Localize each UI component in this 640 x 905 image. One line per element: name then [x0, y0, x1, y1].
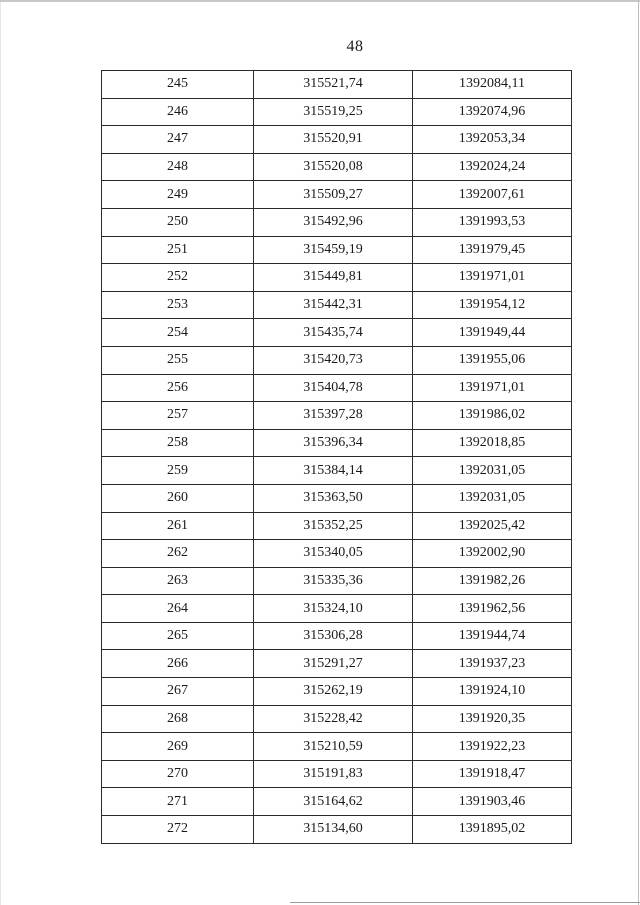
table-row: [102, 622, 572, 650]
x-coordinate-cell: 315291,27: [254, 650, 413, 678]
y-coordinate-cell: 1392002,90: [413, 540, 572, 568]
table-row: [102, 291, 572, 319]
point-number-cell: 260: [102, 484, 254, 512]
y-coordinate-cell: 1391986,02: [413, 402, 572, 430]
x-coordinate-cell: 315520,91: [254, 126, 413, 154]
x-coordinate-cell: 315191,83: [254, 760, 413, 788]
y-coordinate-cell: 1391971,01: [413, 374, 572, 402]
point-number-cell: 257: [102, 402, 254, 430]
x-coordinate-cell: 315509,27: [254, 181, 413, 209]
x-coordinate-cell: 315519,25: [254, 98, 413, 126]
point-number-cell: 267: [102, 678, 254, 706]
point-number-cell: 271: [102, 788, 254, 816]
point-number-cell: 253: [102, 291, 254, 319]
y-coordinate-cell: 1392018,85: [413, 429, 572, 457]
point-number-cell: 254: [102, 319, 254, 347]
y-coordinate-cell: 1391971,01: [413, 264, 572, 292]
point-number-cell: 269: [102, 733, 254, 761]
x-coordinate-cell: 315228,42: [254, 705, 413, 733]
table-row: [102, 540, 572, 568]
point-number-cell: 264: [102, 595, 254, 623]
x-coordinate-cell: 315164,62: [254, 788, 413, 816]
page-edge-top: [0, 0, 640, 2]
y-coordinate-cell: 1392024,24: [413, 153, 572, 181]
y-coordinate-cell: 1391903,46: [413, 788, 572, 816]
table-row: [102, 71, 572, 99]
y-coordinate-cell: 1391918,47: [413, 760, 572, 788]
x-coordinate-cell: 315521,74: [254, 71, 413, 99]
x-coordinate-cell: 315262,19: [254, 678, 413, 706]
x-coordinate-cell: 315520,08: [254, 153, 413, 181]
point-number-cell: 259: [102, 457, 254, 485]
coordinates-table-body: [102, 71, 572, 844]
table-row: [102, 816, 572, 844]
y-coordinate-cell: 1391962,56: [413, 595, 572, 623]
x-coordinate-cell: 315306,28: [254, 622, 413, 650]
x-coordinate-cell: 315449,81: [254, 264, 413, 292]
point-number-cell: 252: [102, 264, 254, 292]
y-coordinate-cell: 1391924,10: [413, 678, 572, 706]
y-coordinate-cell: 1392074,96: [413, 98, 572, 126]
table-row: [102, 181, 572, 209]
table-row: [102, 236, 572, 264]
page-edge-left: [0, 0, 1, 905]
table-row: [102, 208, 572, 236]
table-row: [102, 595, 572, 623]
y-coordinate-cell: 1391920,35: [413, 705, 572, 733]
x-coordinate-cell: 315420,73: [254, 346, 413, 374]
point-number-cell: 247: [102, 126, 254, 154]
x-coordinate-cell: 315492,96: [254, 208, 413, 236]
y-coordinate-cell: 1392084,11: [413, 71, 572, 99]
point-number-cell: 265: [102, 622, 254, 650]
point-number-cell: 249: [102, 181, 254, 209]
table-row: [102, 346, 572, 374]
point-number-cell: 261: [102, 512, 254, 540]
point-number-cell: 245: [102, 71, 254, 99]
x-coordinate-cell: 315396,34: [254, 429, 413, 457]
y-coordinate-cell: 1392025,42: [413, 512, 572, 540]
x-coordinate-cell: 315363,50: [254, 484, 413, 512]
y-coordinate-cell: 1391979,45: [413, 236, 572, 264]
point-number-cell: 268: [102, 705, 254, 733]
x-coordinate-cell: 315352,25: [254, 512, 413, 540]
table-row: [102, 567, 572, 595]
y-coordinate-cell: 1391982,26: [413, 567, 572, 595]
page-number: 48: [346, 38, 364, 55]
x-coordinate-cell: 315340,05: [254, 540, 413, 568]
point-number-cell: 251: [102, 236, 254, 264]
point-number-cell: 256: [102, 374, 254, 402]
y-coordinate-cell: 1392031,05: [413, 457, 572, 485]
x-coordinate-cell: 315324,10: [254, 595, 413, 623]
table-row: [102, 126, 572, 154]
x-coordinate-cell: 315442,31: [254, 291, 413, 319]
page-edge-bottom: [290, 902, 640, 903]
y-coordinate-cell: 1391944,74: [413, 622, 572, 650]
y-coordinate-cell: 1392031,05: [413, 484, 572, 512]
table-row: [102, 705, 572, 733]
y-coordinate-cell: 1391937,23: [413, 650, 572, 678]
x-coordinate-cell: 315134,60: [254, 816, 413, 844]
x-coordinate-cell: 315384,14: [254, 457, 413, 485]
table-row: [102, 319, 572, 347]
point-number-cell: 258: [102, 429, 254, 457]
x-coordinate-cell: 315404,78: [254, 374, 413, 402]
table-row: [102, 374, 572, 402]
x-coordinate-cell: 315435,74: [254, 319, 413, 347]
y-coordinate-cell: 1391922,23: [413, 733, 572, 761]
point-number-cell: 270: [102, 760, 254, 788]
table-row: [102, 153, 572, 181]
table-row: [102, 512, 572, 540]
point-number-cell: 272: [102, 816, 254, 844]
point-number-cell: 246: [102, 98, 254, 126]
point-number-cell: 262: [102, 540, 254, 568]
point-number-cell: 248: [102, 153, 254, 181]
point-number-cell: 266: [102, 650, 254, 678]
x-coordinate-cell: 315459,19: [254, 236, 413, 264]
point-number-cell: 255: [102, 346, 254, 374]
x-coordinate-cell: 315335,36: [254, 567, 413, 595]
y-coordinate-cell: 1392053,34: [413, 126, 572, 154]
y-coordinate-cell: 1391949,44: [413, 319, 572, 347]
table-row: [102, 650, 572, 678]
y-coordinate-cell: 1391954,12: [413, 291, 572, 319]
table-row: [102, 457, 572, 485]
point-number-cell: 263: [102, 567, 254, 595]
x-coordinate-cell: 315210,59: [254, 733, 413, 761]
y-coordinate-cell: 1391993,53: [413, 208, 572, 236]
x-coordinate-cell: 315397,28: [254, 402, 413, 430]
table-row: [102, 678, 572, 706]
page-edge-right: [638, 0, 639, 905]
table-row: [102, 429, 572, 457]
y-coordinate-cell: 1391895,02: [413, 816, 572, 844]
point-number-cell: 250: [102, 208, 254, 236]
table-row: [102, 402, 572, 430]
table-row: [102, 484, 572, 512]
table-row: [102, 98, 572, 126]
table-row: [102, 264, 572, 292]
table-row: [102, 760, 572, 788]
y-coordinate-cell: 1392007,61: [413, 181, 572, 209]
coordinates-table: [101, 70, 572, 844]
y-coordinate-cell: 1391955,06: [413, 346, 572, 374]
table-row: [102, 733, 572, 761]
table-row: [102, 788, 572, 816]
